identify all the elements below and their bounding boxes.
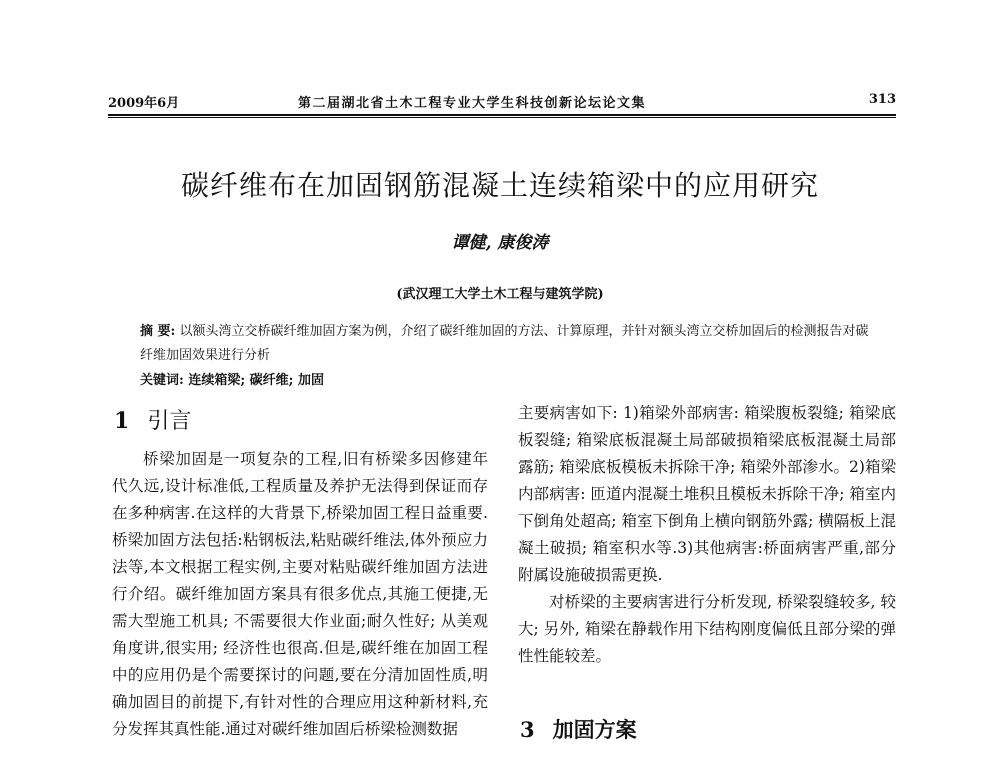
- abstract-label: 摘 要:: [140, 324, 176, 339]
- keywords: [140, 369, 870, 388]
- right-column: [518, 400, 896, 670]
- section-heading-plan: [520, 714, 637, 744]
- header-journal: 第二届湖北省土木工程专业大学生科技创新论坛论文集: [298, 96, 647, 111]
- affiliation: (武汉理工大学土木工程与建筑学院): [396, 287, 604, 302]
- keywords-label: 关键词:: [140, 373, 184, 388]
- section-title: 引言: [147, 409, 192, 434]
- header-page-number: 313: [868, 92, 896, 107]
- abstract-text: 以额头湾立交桥碳纤维加固方案为例，介绍了碳纤维加固的方法、计算原理，并针对额头湾立交桥加固后的检测报告对碳纤维加固效果进行分析: [140, 324, 869, 363]
- keywords-text: 连续箱梁; 碳纤维; 加固: [188, 373, 324, 388]
- left-column: [112, 446, 488, 760]
- header-date: 2009年6月: [108, 96, 180, 111]
- section-heading-intro: [114, 404, 191, 435]
- header-rule: [108, 114, 896, 118]
- running-header: [108, 92, 896, 116]
- paragraph: 主要病害如下: 1)箱梁外部病害: 箱梁腹板裂缝; 箱梁底板裂缝; 箱梁底板混凝土局部破损箱梁底板混凝土局部露筋; 箱梁底板模板未拆除干净; 箱梁外部渗水。2)箱梁内部病害: 匝道内混凝土堆积且模板未拆除干净; 箱室内下倒角处超高; 箱室下倒角上横向钢筋外露; 横隔板上混凝土破损; 箱室积水等.3)其他病害:桥面病害严重,部分附属设施破损需更换.: [518, 404, 896, 584]
- paper-title: 碳纤维布在加固钢筋混凝土连续箱梁中的应用研究: [180, 169, 819, 202]
- section-number: 1: [114, 408, 130, 434]
- abstract: [140, 320, 870, 368]
- paragraph: 对桥梁的主要病害进行分析发现, 桥梁裂缝较多, 较大; 另外, 箱梁在静载作用下结构刚度偏低且部分梁的弹性性能较差。: [518, 593, 896, 665]
- paragraph: 桥梁加固是一项复杂的工程,旧有桥梁多因修建年代久远,设计标准低,工程质量及养护无法得到保证而存在多种病害.在这样的大背景下,桥梁加固工程日益重要.桥梁加固方法包括:粘钢板法,粘贴碳纤维法,体外预应力法等,本文根据工程实例,主要对粘贴碳纤维加固方法进行介绍。碳纤维加固方案具有很多优点,其施工便捷,无需大型施工机具; 不需要很大作业面;耐久性好; 从美观角度讲,很实用; 经济性也很高.但是,碳纤维在加固工程中的应用仍是个需要探讨的问题,要在分清加固性质,明确加固目的前提下,有针对性的合理应用这种新材料,充分发挥其真性能.通过对碳纤维加固后桥梁检测数据: [112, 450, 488, 738]
- authors: 谭健, 康俊涛: [451, 233, 549, 253]
- section-title: 加固方案: [552, 718, 637, 742]
- section-number: 3: [520, 717, 535, 742]
